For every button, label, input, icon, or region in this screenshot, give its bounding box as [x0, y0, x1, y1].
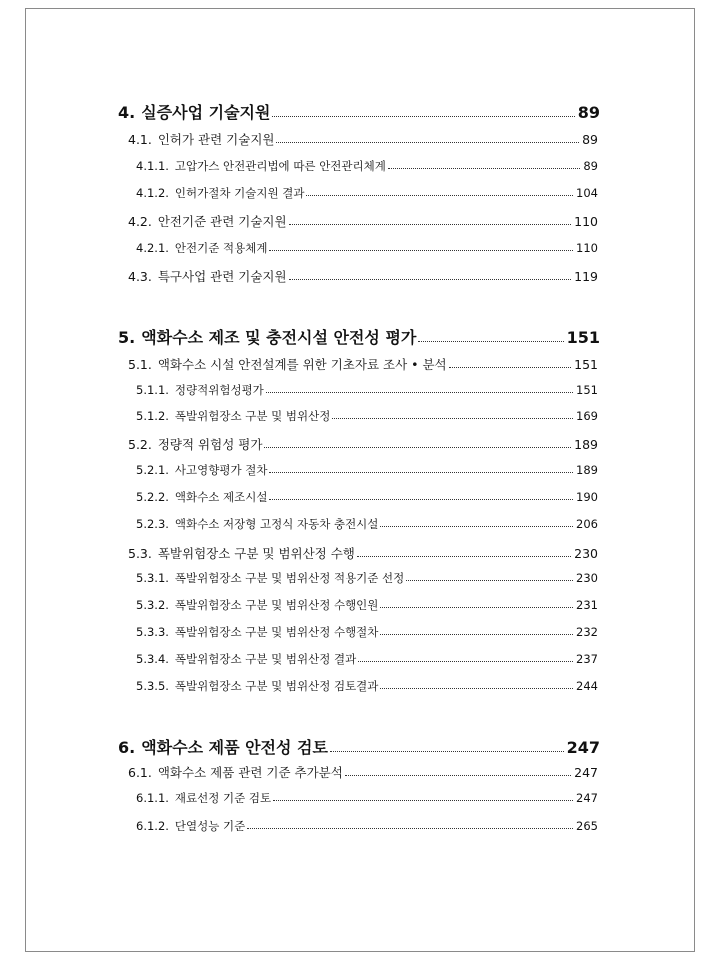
toc-subsection-entry [136, 651, 598, 667]
toc-entry-number: 4.1.2. [136, 186, 169, 200]
toc-chapter-entry [118, 735, 600, 758]
toc-entry-number: 4.3. [128, 269, 152, 284]
toc-page-number: 230 [576, 571, 598, 585]
toc-entry-title: 폭발위험장소 구분 및 범위산정 수행 [157, 546, 355, 561]
dot-leader [358, 660, 573, 662]
toc-page-number: 230 [574, 546, 598, 561]
toc-section-entry [128, 130, 598, 148]
toc-entry-title: 고압가스 안전관리법에 따른 안전관리체계 [174, 159, 386, 173]
toc-entry-title: 폭발위험장소 구분 및 범위산정 수행절차 [174, 625, 379, 639]
toc-entry-title: 인허가 관련 기술지원 [157, 132, 275, 147]
toc-entry-number: 6.1.2. [136, 819, 169, 833]
dot-leader [306, 194, 573, 196]
toc-entry-title: 폭발위험장소 구분 및 범위산정 [174, 409, 331, 423]
toc-entry-title: 특구사업 관련 기술지원 [157, 269, 287, 284]
toc-entry-title: 액화수소 저장형 고정식 자동차 충전시설 [174, 517, 379, 531]
toc-entry-title: 실증사업 기술지원 [141, 103, 271, 122]
toc-entry-number: 6. [118, 738, 136, 757]
toc-entry-number: 6.1. [128, 765, 152, 780]
toc-section-entry [128, 763, 598, 781]
toc-entry-number: 5.1.1. [136, 383, 169, 397]
toc-subsection-entry [136, 516, 598, 532]
toc-entry-number: 5.3. [128, 546, 152, 561]
toc-section-entry [128, 267, 598, 285]
toc-entry-title: 안전기준 관련 기술지원 [157, 214, 287, 229]
toc-entry-number: 5.3.2. [136, 598, 169, 612]
toc-page-number: 231 [576, 598, 598, 612]
toc-subsection-entry [136, 462, 598, 478]
dot-leader [418, 340, 563, 342]
toc-entry-number: 5.2. [128, 437, 152, 452]
toc-page-number: 119 [574, 269, 598, 284]
toc-subsection-entry [136, 818, 598, 834]
toc-chapter-entry [118, 325, 600, 348]
toc-entry-title: 액화수소 시설 안전설계를 위한 기초자료 조사 • 분석 [157, 357, 447, 372]
dot-leader [272, 115, 574, 117]
toc-subsection-entry [136, 678, 598, 694]
toc-entry-title: 액화수소 제품 안전성 검토 [141, 738, 328, 757]
toc-page-number: 89 [577, 103, 600, 122]
toc-page-number: 169 [576, 409, 598, 423]
toc-subsection-entry [136, 624, 598, 640]
toc-entry-title: 인허가절차 기술지원 결과 [174, 186, 305, 200]
toc-entry-title: 단열성능 기준 [174, 819, 246, 833]
dot-leader [380, 633, 573, 635]
toc-page-number: 89 [583, 159, 598, 173]
toc-page-number: 265 [576, 819, 598, 833]
toc-section-entry [128, 435, 598, 453]
toc-entry-title: 폭발위험장소 구분 및 범위산정 수행인원 [174, 598, 379, 612]
toc-entry-number: 5.3.3. [136, 625, 169, 639]
toc-entry-number: 5.2.2. [136, 490, 169, 504]
toc-entry-title: 사고영향평가 절차 [174, 463, 268, 477]
toc-entry-number: 5.3.4. [136, 652, 169, 666]
toc-subsection-entry [136, 158, 598, 174]
toc-entry-number: 4.2.1. [136, 241, 169, 255]
dot-leader [449, 366, 572, 368]
toc-page-number: 247 [574, 765, 598, 780]
toc-page-number: 247 [576, 791, 598, 805]
toc-subsection-entry [136, 240, 598, 256]
dot-leader [330, 750, 564, 752]
toc-entry-number: 5.3.5. [136, 679, 169, 693]
toc-page-number: 104 [576, 186, 598, 200]
toc-page-number: 89 [582, 132, 598, 147]
toc-section-entry [128, 212, 598, 230]
toc-subsection-entry [136, 382, 598, 398]
toc-entry-number: 4.1. [128, 132, 152, 147]
toc-page-number: 110 [574, 214, 598, 229]
toc-section-entry [128, 544, 598, 562]
toc-subsection-entry [136, 185, 598, 201]
dot-leader [289, 278, 572, 280]
dot-leader [273, 799, 573, 801]
dot-leader [266, 391, 573, 393]
toc-page-number: 151 [576, 383, 598, 397]
toc-page-number: 189 [574, 437, 598, 452]
toc-entry-title: 정량적위험성평가 [174, 383, 264, 397]
dot-leader [357, 555, 571, 557]
page-border [25, 8, 695, 952]
dot-leader [269, 498, 573, 500]
toc-entry-number: 4.1.1. [136, 159, 169, 173]
toc-entry-title: 액화수소 제품 관련 기준 추가분석 [157, 765, 343, 780]
dot-leader [406, 579, 573, 581]
dot-leader [332, 417, 573, 419]
toc-subsection-entry [136, 489, 598, 505]
toc-subsection-entry [136, 408, 598, 424]
toc-page-number: 206 [576, 517, 598, 531]
toc-entry-title: 액화수소 제조 및 충전시설 안전성 평가 [141, 328, 417, 347]
toc-subsection-entry [136, 790, 598, 806]
dot-leader [247, 827, 573, 829]
toc-entry-number: 5. [118, 328, 136, 347]
toc-entry-title: 폭발위험장소 구분 및 범위산정 결과 [174, 652, 357, 666]
toc-entry-title: 폭발위험장소 구분 및 범위산정 적용기준 선정 [174, 571, 405, 585]
toc-page-number: 189 [576, 463, 598, 477]
toc-chapter-entry [118, 100, 600, 123]
toc-subsection-entry [136, 570, 598, 586]
toc-page-number: 244 [576, 679, 598, 693]
dot-leader [380, 606, 573, 608]
dot-leader [264, 446, 571, 448]
toc-entry-title: 정량적 위험성 평가 [157, 437, 263, 452]
toc-page-number: 190 [576, 490, 598, 504]
toc-entry-title: 재료선정 기준 검토 [174, 791, 272, 805]
toc-page-number: 110 [576, 241, 598, 255]
toc-entry-number: 4. [118, 103, 136, 122]
toc-entry-number: 5.3.1. [136, 571, 169, 585]
toc-page-number: 151 [566, 328, 600, 347]
dot-leader [289, 223, 572, 225]
toc-entry-number: 6.1.1. [136, 791, 169, 805]
toc-entry-number: 5.1. [128, 357, 152, 372]
dot-leader [269, 249, 573, 251]
toc-section-entry [128, 355, 598, 373]
toc-entry-number: 5.1.2. [136, 409, 169, 423]
toc-page-number: 247 [566, 738, 600, 757]
toc-page-number: 232 [576, 625, 598, 639]
dot-leader [269, 471, 573, 473]
toc-subsection-entry [136, 597, 598, 613]
dot-leader [345, 774, 571, 776]
dot-leader [388, 167, 581, 169]
toc-entry-number: 5.2.3. [136, 517, 169, 531]
toc-entry-number: 5.2.1. [136, 463, 169, 477]
toc-entry-title: 안전기준 적용체계 [174, 241, 268, 255]
dot-leader [380, 687, 573, 689]
dot-leader [380, 525, 573, 527]
toc-page-number: 151 [574, 357, 598, 372]
toc-page-number: 237 [576, 652, 598, 666]
dot-leader [276, 141, 579, 143]
toc-entry-title: 액화수소 제조시설 [174, 490, 268, 504]
toc-entry-title: 폭발위험장소 구분 및 범위산정 검토결과 [174, 679, 379, 693]
toc-entry-number: 4.2. [128, 214, 152, 229]
